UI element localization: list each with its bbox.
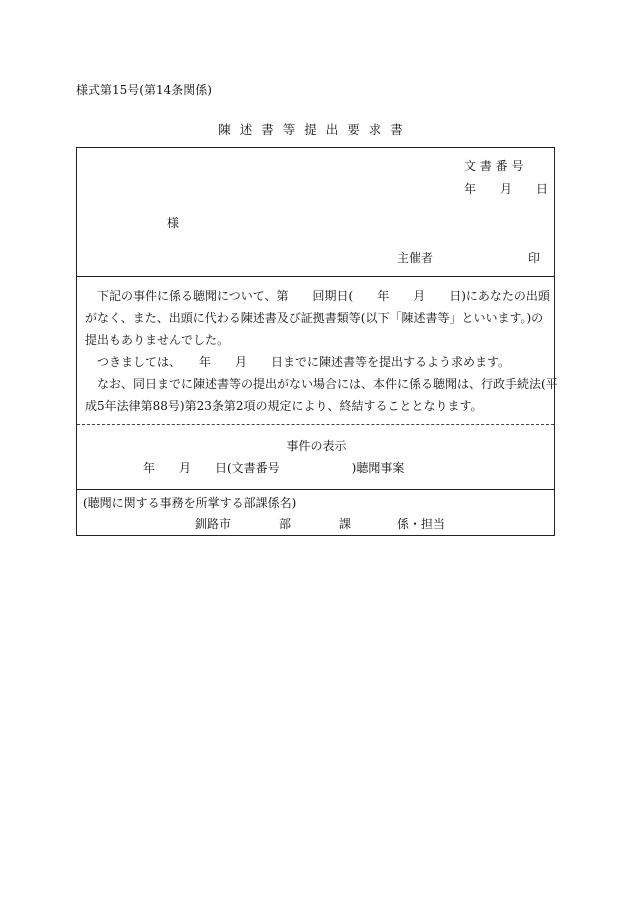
body-line: 下記の事件に係る聴聞について、第 回期日( 年 月 日)にあなたの出頭 [97,289,550,303]
doc-number-label: 文 書 番 号 [464,159,524,173]
body-line: なお、同日までに陳述書等の提出がない場合には、本件に係る聴聞は、行政手続法(平 [97,377,558,391]
section-divider [77,276,554,277]
body-line: 成5年法律第88号)第23条第2項の規定により、終結することとなります。 [85,399,483,413]
department-label: (聴聞に関する事務を所掌する部課係名) [83,496,297,510]
ka-label: 課 [339,517,352,531]
date-line: 年 月 日 [464,182,549,196]
bu-label: 部 [279,517,292,531]
dashed-divider [77,424,554,425]
body-line: 提出もありませんでした。 [85,333,230,347]
body-line: がなく、また、出頭に代わる陳述書及び証拠書類等(以下「陳述書等」といいます。)の [85,311,544,325]
city-name: 釧路市 [195,517,232,531]
addressee-suffix: 様 [167,216,180,230]
form-number-label: 様式第15号(第14条関係) [76,83,212,97]
section-divider [77,489,554,490]
kakari-label: 係・担当 [397,517,446,531]
seal-mark: 印 [528,251,541,265]
body-text [85,285,558,417]
organizer-label: 主催者 [397,251,434,265]
form-box [76,147,558,536]
case-line: 年 月 日(文書番号 )聴聞事案 [143,461,405,475]
case-heading: 事件の表示 [286,439,347,453]
body-line: つきましては、 年 月 日までに陳述書等を提出するよう求めます。 [97,355,511,369]
document-title: 陳述書等提出要求書 [218,122,412,137]
